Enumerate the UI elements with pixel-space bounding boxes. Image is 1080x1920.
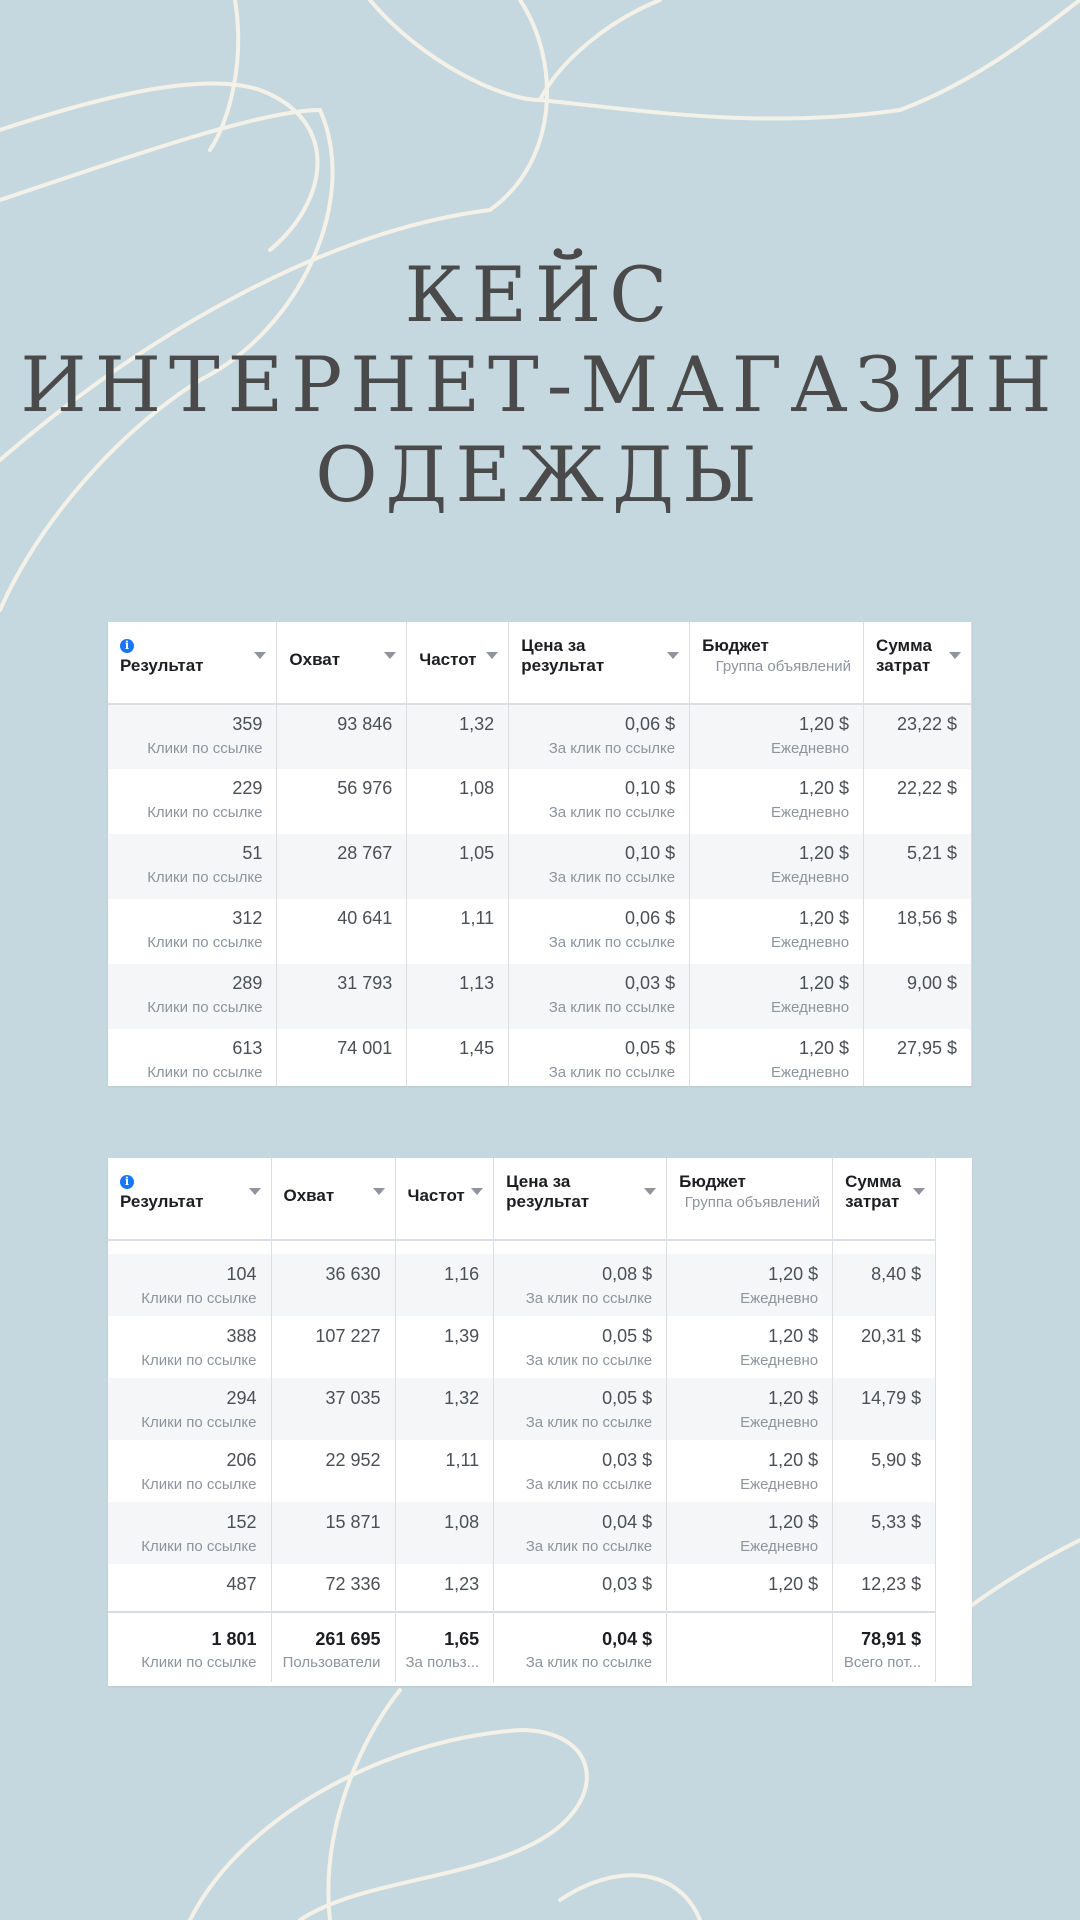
column-header-reach[interactable]: Охват — [271, 1158, 395, 1240]
totals-row: 1 801 Клики по ссылке 261 695 Пользователи 1,65 За польз... 0,04 $ За клик по ссылке 78,91 $ Всего пот... — [108, 1612, 936, 1682]
sort-caret-icon[interactable] — [486, 652, 498, 659]
scroll-gap — [108, 1240, 936, 1254]
table-row[interactable]: 51 Клики по ссылке 28 767 1,05 0,10 $ За клик по ссылке 1,20 $ Ежедневно 5,21 $ — [108, 834, 972, 899]
column-header-budget[interactable]: Бюджет Группа объявлений — [690, 622, 864, 704]
table-row[interactable]: 104 Клики по ссылке 36 630 1,16 0,08 $ За клик по ссылке 1,20 $ Ежедневно 8,40 $ — [108, 1254, 936, 1316]
table-row[interactable]: 152 Клики по ссылке 15 871 1,08 0,04 $ За клик по ссылке 1,20 $ Ежедневно 5,33 $ — [108, 1502, 936, 1564]
column-header-cost[interactable]: Цена за результат — [494, 1158, 667, 1240]
table-row[interactable]: 613 Клики по ссылке 74 001 1,45 0,05 $ За клик по ссылке 1,20 $ Ежедневно 27,95 $ — [108, 1029, 972, 1086]
page-title — [0, 250, 1080, 520]
column-header-reach[interactable]: Охват — [277, 622, 407, 704]
column-header-frequency[interactable]: Частот — [407, 622, 509, 704]
info-icon[interactable]: i — [120, 639, 134, 653]
table-row[interactable]: 229 Клики по ссылке 56 976 1,08 0,10 $ За клик по ссылке 1,20 $ Ежедневно 22,22 $ — [108, 769, 972, 834]
title-line-1: КЕЙС — [404, 250, 676, 339]
table-row[interactable]: 294 Клики по ссылке 37 035 1,32 0,05 $ За клик по ссылке 1,20 $ Ежедневно 14,79 $ — [108, 1378, 936, 1440]
sort-caret-icon[interactable] — [254, 652, 266, 659]
info-icon[interactable]: i — [120, 1175, 134, 1189]
table-row[interactable]: 359 Клики по ссылке 93 846 1,32 0,06 $ За клик по ссылке 1,20 $ Ежедневно 23,22 $ — [108, 704, 972, 769]
table-row[interactable]: 487 72 336 1,23 0,03 $ 1,20 $ 12,23 $ — [108, 1564, 936, 1612]
column-header-frequency[interactable]: Частот — [395, 1158, 494, 1240]
table-row[interactable]: 206 Клики по ссылке 22 952 1,11 0,03 $ За клик по ссылке 1,20 $ Ежедневно 5,90 $ — [108, 1440, 936, 1502]
sort-caret-icon[interactable] — [249, 1188, 261, 1195]
table-row[interactable]: 312 Клики по ссылке 40 641 1,11 0,06 $ За клик по ссылке 1,20 $ Ежедневно 18,56 $ — [108, 899, 972, 964]
column-header-spent[interactable]: Сумма затрат — [833, 1158, 936, 1240]
sort-caret-icon[interactable] — [949, 652, 961, 659]
sort-caret-icon[interactable] — [667, 652, 679, 659]
sort-caret-icon[interactable] — [913, 1188, 925, 1195]
column-header-result[interactable]: i Результат — [108, 622, 277, 704]
ads-table-1 — [108, 622, 972, 1086]
column-header-result[interactable]: i Результат — [108, 1158, 271, 1240]
table-row[interactable]: 388 Клики по ссылке 107 227 1,39 0,05 $ За клик по ссылке 1,20 $ Ежедневно 20,31 $ — [108, 1316, 936, 1378]
table-row[interactable]: 289 Клики по ссылке 31 793 1,13 0,03 $ За клик по ссылке 1,20 $ Ежедневно 9,00 $ — [108, 964, 972, 1029]
column-header-spent[interactable]: Сумма затрат — [864, 622, 972, 704]
ads-table-2 — [108, 1158, 972, 1686]
sort-caret-icon[interactable] — [384, 652, 396, 659]
sort-caret-icon[interactable] — [471, 1188, 483, 1195]
column-header-cost[interactable]: Цена за результат — [509, 622, 690, 704]
sort-caret-icon[interactable] — [373, 1188, 385, 1195]
title-line-3: ОДЕЖДЫ — [315, 430, 765, 519]
column-header-budget[interactable]: Бюджет Группа объявлений — [667, 1158, 833, 1240]
title-line-2: ИНТЕРНЕТ-МАГАЗИН — [20, 340, 1060, 429]
sort-caret-icon[interactable] — [644, 1188, 656, 1195]
